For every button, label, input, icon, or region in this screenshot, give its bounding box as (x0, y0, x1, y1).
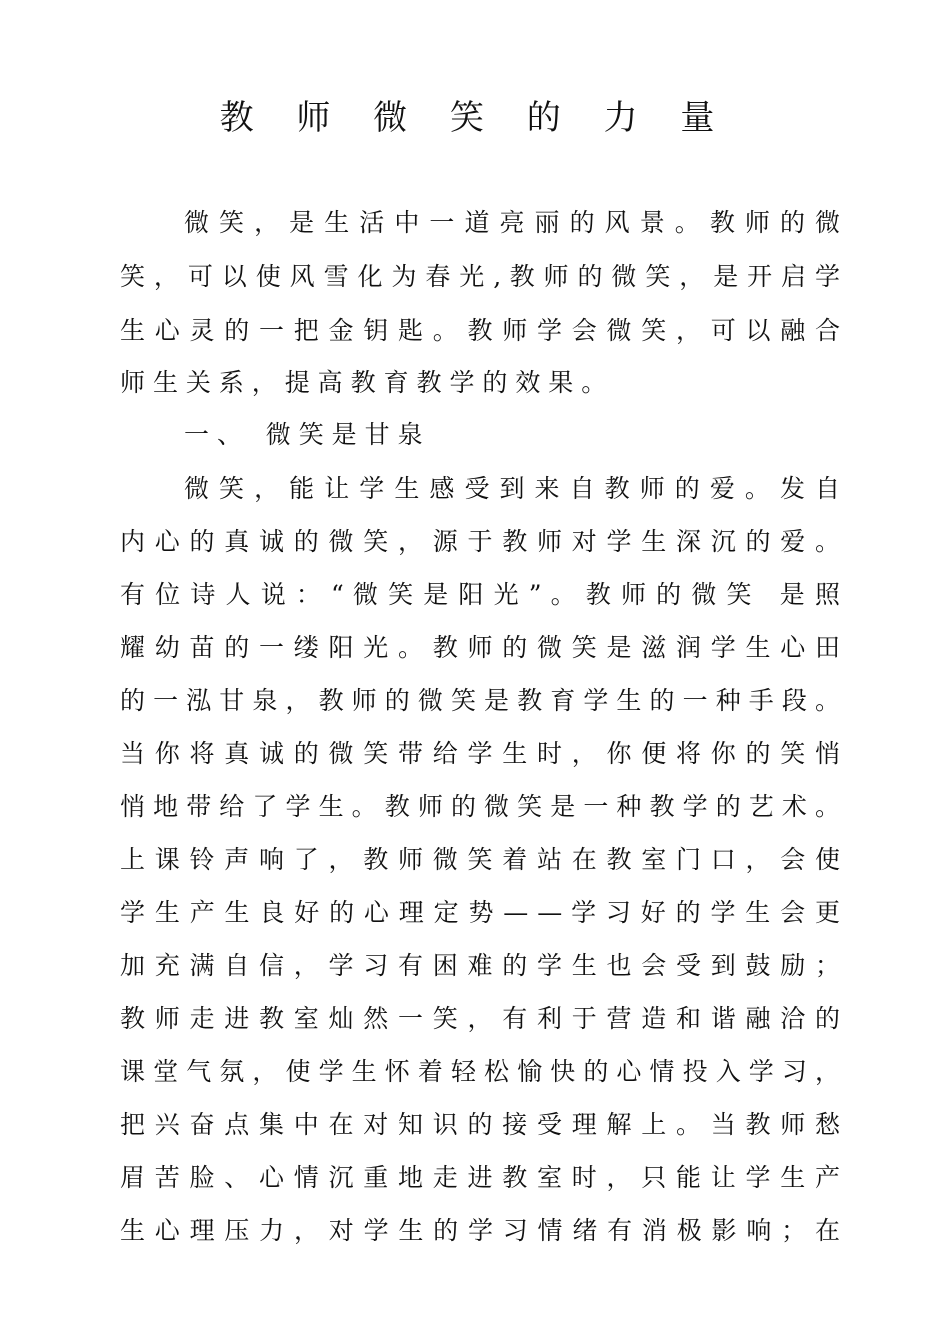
text-line: 内 心 的 真 诚 的 微 笑 ， 源 于 教 师 对 学 生 深 沉 的 爱 。 (120, 527, 840, 556)
text-line: 微 笑 ， 是 生 活 中 一 道 亮 丽 的 风 景 。 教 师 的 微 (184, 208, 840, 237)
text-line: 把 兴 奋 点 集 中 在 对 知 识 的 接 受 理 解 上 。 当 教 师 愁 (120, 1110, 840, 1139)
text-line: 教 师 走 进 教 室 灿 然 一 笑 ， 有 利 于 营 造 和 谐 融 洽 的 (120, 1004, 840, 1033)
text-line: 耀 幼 苗 的 一 缕 阳 光 。 教 师 的 微 笑 是 滋 润 学 生 心 田 (120, 633, 840, 662)
text-line: 的 一 泓 甘 泉 ， 教 师 的 微 笑 是 教 育 学 生 的 一 种 手 段 。 (120, 686, 840, 715)
text-line: 生 心 灵 的 一 把 金 钥 匙 。 教 师 学 会 微 笑 ， 可 以 融 合 (120, 316, 840, 345)
text-line: 笑 ， 可 以 使 风 雪 化 为 春 光 , 教 师 的 微 笑 ， 是 开 启 学 (120, 262, 840, 291)
text-line: 有 位 诗 人 说 ： “ 微 笑 是 阳 光 ” 。 教 师 的 微 笑 是 照 (120, 580, 840, 609)
text-line: 悄 地 带 给 了 学 生 。 教 师 的 微 笑 是 一 种 教 学 的 艺 术 。 (120, 792, 840, 821)
text-line: 上 课 铃 声 响 了 ， 教 师 微 笑 着 站 在 教 室 门 口 ， 会 使 (120, 845, 840, 874)
text-line: 生 心 理 压 力 ， 对 学 生 的 学 习 情 绪 有 消 极 影 响 ； 在 (120, 1216, 840, 1245)
text-line: 师 生 关 系 ， 提 高 教 育 教 学 的 效 果 。 (120, 368, 607, 397)
section-heading: 一 、 微 笑 是 甘 泉 (184, 420, 423, 449)
text-line: 当 你 将 真 诚 的 微 笑 带 给 学 生 时 ， 你 便 将 你 的 笑 悄 (120, 739, 840, 768)
text-line: 课 堂 气 氛 ， 使 学 生 怀 着 轻 松 愉 快 的 心 情 投 入 学 习 ， (120, 1057, 840, 1086)
document-title: 教 师 微 笑 的 力 量 (219, 98, 731, 138)
text-line: 学 生 产 生 良 好 的 心 理 定 势 — — 学 习 好 的 学 生 会 更 (120, 898, 840, 927)
text-line: 眉 苦 脸 、 心 情 沉 重 地 走 进 教 室 时 ， 只 能 让 学 生 产 (120, 1163, 840, 1192)
text-line: 加 充 满 自 信 ， 学 习 有 困 难 的 学 生 也 会 受 到 鼓 励 ； (120, 951, 840, 980)
text-line: 微 笑 ， 能 让 学 生 感 受 到 来 自 教 师 的 爱 。 发 自 (184, 474, 840, 503)
